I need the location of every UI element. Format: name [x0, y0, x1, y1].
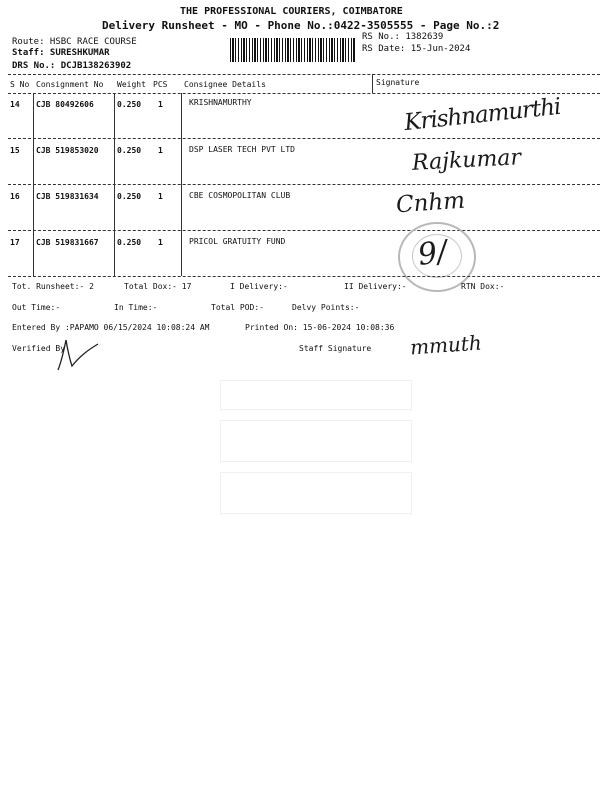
row-weight: 0.250 [117, 192, 142, 201]
rs-date: RS Date: 15-Jun-2024 [362, 44, 471, 54]
row-signature: Cnhm [395, 187, 466, 219]
divider [8, 74, 600, 75]
col-header-sno: S No [10, 80, 30, 89]
col-header-consignee: Consignee Details [184, 80, 266, 89]
row-signature: 9/ [415, 234, 450, 273]
delvy-points: Delvy Points:- [292, 303, 360, 312]
row-pcs: 1 [158, 146, 163, 155]
row-consignment: CJB 519831634 [36, 192, 99, 201]
column-divider [372, 74, 373, 93]
bleed-through [220, 380, 412, 410]
col-header-consignment: Consignment No [36, 80, 104, 89]
barcode [230, 38, 356, 62]
col-header-pcs: PCS [153, 80, 168, 89]
row-pcs: 1 [158, 192, 163, 201]
staff-label: Staff: SURESHKUMAR [12, 48, 110, 58]
row-consignment: CJB 519831667 [36, 238, 99, 247]
row-sno: 16 [10, 192, 20, 201]
row-consignment: CJB 80492606 [36, 100, 94, 109]
row-signature: Rajkumar [411, 145, 522, 176]
total-dox: Total Dox:- 17 [124, 282, 192, 291]
row-consignee: KRISHNAMURTHY [189, 98, 252, 107]
row-pcs: 1 [158, 100, 163, 109]
printed-on: Printed On: 15-06-2024 10:08:36 [245, 323, 395, 332]
row-pcs: 1 [158, 238, 163, 247]
col-header-signature: Signature [376, 78, 420, 87]
bleed-through [220, 420, 412, 462]
verified-by-signature [54, 330, 102, 374]
row-weight: 0.250 [117, 100, 142, 109]
row-weight: 0.250 [117, 238, 142, 247]
divider [8, 184, 600, 185]
out-time: Out Time:- [12, 303, 61, 312]
row-consignee: PRICOL GRATUITY FUND [189, 237, 286, 246]
divider [8, 276, 600, 277]
col-header-weight: Weight [117, 80, 146, 89]
row-signature: Krishnamurthi [403, 93, 562, 137]
staff-signature: mmuth [409, 330, 483, 360]
runsheet-title: Delivery Runsheet - MO - Phone No.:0422-3505555 - Page No.:2 [102, 19, 500, 32]
tot-runsheet: Tot. Runsheet:- 2 [12, 282, 94, 291]
row-consignee: CBE COSMOPOLITAN CLUB [189, 191, 291, 200]
company-name: THE PROFESSIONAL COURIERS, COIMBATORE [180, 6, 403, 17]
verified-by: Verified By [12, 344, 65, 353]
drs-number: DRS No.: DCJB138263902 [12, 61, 132, 71]
row-sno: 17 [10, 238, 20, 247]
ii-delivery: II Delivery:- [344, 282, 407, 291]
i-delivery: I Delivery:- [230, 282, 288, 291]
divider [8, 230, 600, 231]
rtn-dox: RTN Dox:- [461, 282, 505, 291]
row-sno: 15 [10, 146, 20, 155]
staff-signature-label: Staff Signature [299, 344, 372, 353]
row-sno: 14 [10, 100, 20, 109]
entered-by: Entered By :PAPAMO 06/15/2024 10:08:24 AM [12, 323, 210, 332]
divider [8, 138, 600, 139]
bleed-through [220, 472, 412, 514]
in-time: In Time:- [114, 303, 158, 312]
row-consignment: CJB 519853020 [36, 146, 99, 155]
row-weight: 0.250 [117, 146, 142, 155]
row-consignee: DSP LASER TECH PVT LTD [189, 145, 295, 154]
divider [8, 93, 600, 94]
rs-number: RS No.: 1382639 [362, 32, 444, 42]
route-label: Route: HSBC RACE COURSE [12, 37, 137, 47]
total-pod: Total POD:- [211, 303, 264, 312]
